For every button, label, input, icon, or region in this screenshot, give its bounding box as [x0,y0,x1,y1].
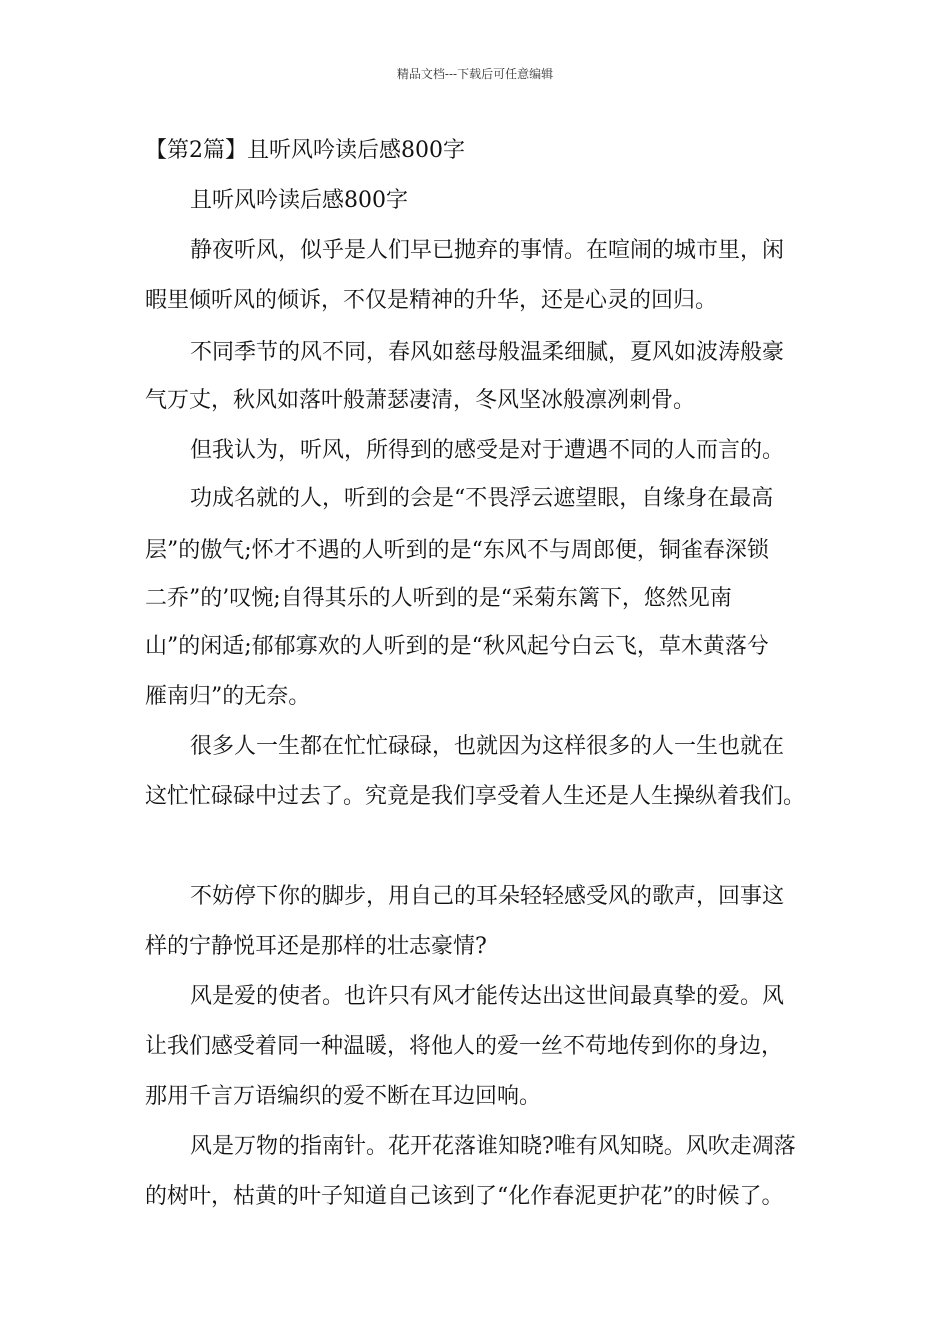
paragraph-line: 样的宁静悦耳还是那样的壮志豪情? [145,934,487,959]
paragraph-line: 但我认为，听风，所得到的感受是对于遭遇不同的人而言的。 [190,438,785,463]
paragraph-line: 暇里倾听风的倾诉，不仅是精神的升华，还是心灵的回归。 [145,288,718,313]
paragraph-line: 功成名就的人，听到的会是“不畏浮云遮望眼，自缘身在最高 [190,486,774,511]
paragraph-line: 的树叶，枯黄的叶子知道自己该到了“化作春泥更护花”的时候了。 [145,1184,784,1209]
paragraph-line: 气万丈，秋风如落叶般萧瑟凄清，冬风坚冰般凛冽刺骨。 [145,388,696,413]
paragraph-line: 雁南归”的无奈。 [145,684,311,709]
paragraph-line: 不同季节的风不同，春风如慈母般温柔细腻，夏风如波涛般豪 [190,340,785,365]
document-heading: 【第2篇】且听风吟读后感800字 [145,138,465,163]
paragraph-line: 静夜听风，似乎是人们早已抛弃的事情。在喧闹的城市里，闲 [190,238,785,263]
paragraph-line: 风是万物的指南针。花开花落谁知晓?唯有风知晓。风吹走凋落 [190,1134,796,1159]
paragraph-line: 让我们感受着同一种温暖，将他人的爱一丝不苟地传到你的身边， [145,1034,784,1059]
document-subtitle: 且听风吟读后感800字 [190,188,408,213]
page-header: 精品文档---下载后可任意编辑 [396,67,554,81]
paragraph-line: 那用千言万语编织的爱不断在耳边回响。 [145,1084,542,1109]
paragraph-line: 层”的傲气;怀才不遇的人听到的是“东风不与周郎便，铜雀春深锁 [145,538,769,563]
paragraph-line: 不妨停下你的脚步，用自己的耳朵轻轻感受风的歌声，回事这 [190,884,785,909]
paragraph-line: 很多人一生都在忙忙碌碌，也就因为这样很多的人一生也就在 [190,734,785,759]
paragraph-line: 二乔”的’叹惋;自得其乐的人听到的是“采菊东篱下，悠然见南 [145,586,732,611]
paragraph-line: 风是爱的使者。也许只有风才能传达出这世间最真挚的爱。风 [190,984,785,1009]
paragraph-line: 山”的闲适;郁郁寡欢的人听到的是“秋风起兮白云飞，草木黄落兮 [145,634,769,659]
paragraph-line: 这忙忙碌碌中过去了。究竟是我们享受着人生还是人生操纵着我们。 [145,784,806,809]
